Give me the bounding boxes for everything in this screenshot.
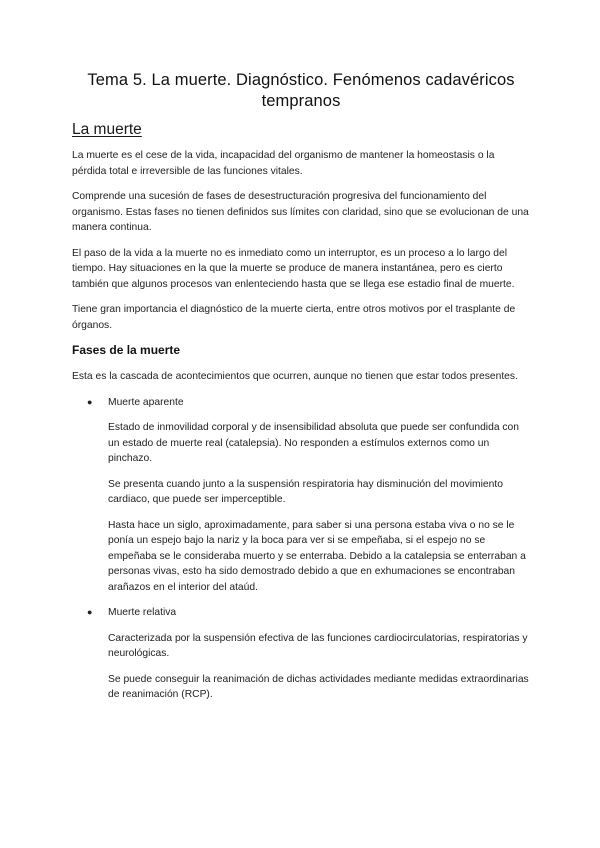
list-item-label: Muerte aparente xyxy=(108,396,184,408)
subheading-fases: Fases de la muerte xyxy=(72,343,181,357)
paragraph-definition: La muerte es el cese de la vida, incapacidad del organismo de mantener la homeostasis o la pérdida total e irreversible de las funciones vitales. xyxy=(72,150,495,177)
paragraph-phases-sequence: Comprende una sucesión de fases de desestructuración progresiva del funcionamiento del organismo. Estas fases no tienen definidos sus límites con claridad, sino que se evolucionan de una manera continua. xyxy=(72,191,529,233)
section-heading-la-muerte: La muerte xyxy=(72,121,142,138)
paragraph-aparente-2: Se presenta cuando junto a la suspensión respiratoria hay disminución del movimiento cardiaco, que puede ser imperceptible. xyxy=(108,478,503,505)
document-page xyxy=(72,70,530,713)
list-item-muerte-relativa xyxy=(72,605,530,703)
list-item-muerte-aparente xyxy=(72,395,530,596)
list-item-body xyxy=(108,420,530,595)
paragraph-aparente-3: Hasta hace un siglo, aproximadamente, para saber si una persona estaba viva o no se le ponía un espejo bajo la nariz y la boca para ver si se empeñaba, si el espejo no se empeñaba se le consideraba muerto y se enterraba. Debido a la catalepsia se enterraban a personas vivas, esto ha sido demostrado debido a que en exhumaciones se encontraban arañazos en el interior del ataúd. xyxy=(108,519,526,593)
bullet-icon: ● xyxy=(87,607,93,617)
bullet-icon: ● xyxy=(87,396,93,407)
paragraph-relativa-2: Se puede conseguir la reanimación de dichas actividades mediante medidas extraordinarias de reanimación (RCP). xyxy=(108,673,529,700)
page-title: Tema 5. La muerte. Diagnóstico. Fenómenos cadavéricos tempranos xyxy=(87,71,515,110)
paragraph-relativa-1: Caracterizada por la suspensión efectiva de las funciones cardiocirculatorias, respiratorias y neurológicas. xyxy=(108,632,528,659)
phases-list xyxy=(72,395,530,703)
paragraph-importance: Tiene gran importancia el diagnóstico de la muerte cierta, entre otros motivos por el trasplante de órganos. xyxy=(72,304,516,331)
list-item-body xyxy=(108,631,530,703)
paragraph-aparente-1: Estado de inmovilidad corporal y de insensibilidad absoluta que puede ser confundida con un estado de muerte real (catalepsia). No responden a estímulos externos como un pinchazo. xyxy=(108,422,520,464)
paragraph-process: El paso de la vida a la muerte no es inmediato como un interruptor, es un proceso a lo largo del tiempo. Hay situaciones en la que la muerte se produce de manera instantánea, pero es cierto también que algunos procesos van enlenteciendo hasta que se llega ese estadio final de muerte. xyxy=(72,247,515,290)
list-item-label: Muerte relativa xyxy=(108,607,177,618)
paragraph-phases-intro: Esta es la cascada de acontecimientos que ocurren, aunque no tienen que estar todos presentes. xyxy=(72,371,518,382)
